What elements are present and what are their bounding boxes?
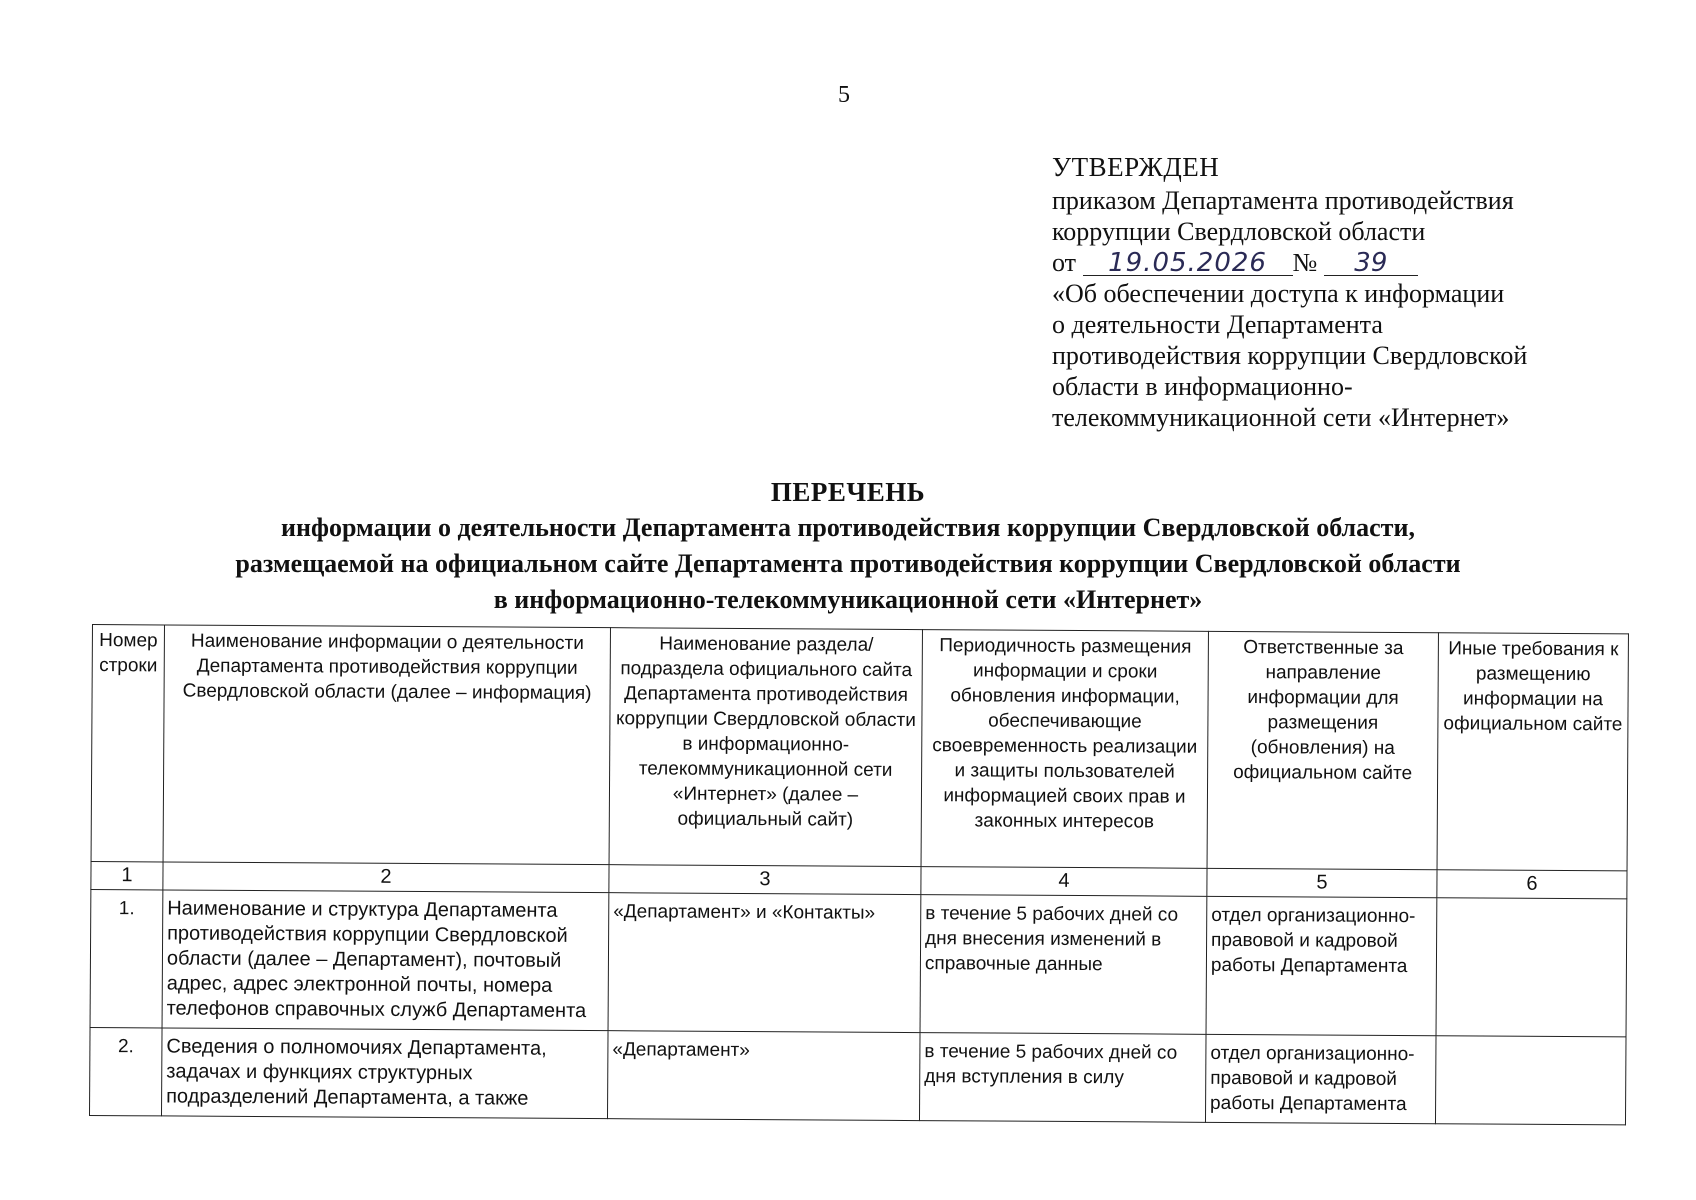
site-section-cell: «Департамент» и «Контакты» <box>608 893 921 1033</box>
column-number: 5 <box>1207 868 1437 897</box>
number-prefix: № <box>1292 248 1318 277</box>
info-name-cell: Наименование и структура Департамента противодействия коррупции Свердловской области (далее – Департамент), почтовый адрес, адрес электронной почты, номера телефонов справочных служб Департамента <box>162 890 609 1031</box>
header-row-number: Номер строки <box>91 625 164 862</box>
header-site-section: Наименование раздела/ подраздела официального сайта Департамента противодействия коррупции Свердловской области в информационно-телекоммуникационной сети «Интернет» (далее – официальный сайт) <box>609 628 922 867</box>
main-title: ПЕРЕЧЕНЬ <box>770 477 926 507</box>
column-number: 4 <box>921 867 1207 897</box>
info-table <box>89 624 1629 1125</box>
subject-line: области в информационно- <box>1052 372 1353 401</box>
info-name-cell: Сведения о полномочиях Департамента, задачах и функциях структурных подразделений Департамента, а также <box>161 1028 608 1119</box>
handwritten-number: 39 <box>1324 251 1418 276</box>
column-number: 2 <box>163 862 609 893</box>
handwritten-date: 19.05.2026 <box>1083 251 1293 276</box>
row-number: 1. <box>90 889 163 1027</box>
table-header-row <box>91 625 1628 871</box>
title-line: информации о деятельности Департамента противодействия коррупции Свердловской области, <box>281 513 1415 542</box>
row-number: 2. <box>89 1027 162 1115</box>
header-info-name: Наименование информации о деятельности Департамента противодействия коррупции Свердловской области (далее – информация) <box>163 625 610 865</box>
date-prefix: от <box>1052 248 1077 277</box>
responsible-cell: отдел организационно-правовой и кадровой работы Департамента <box>1206 896 1437 1035</box>
page-number: 5 <box>838 82 850 108</box>
column-number: 6 <box>1437 870 1627 899</box>
subject-line: телекоммуникационной сети «Интернет» <box>1052 403 1510 432</box>
subject-line: противодействия коррупции Свердловской <box>1052 341 1528 370</box>
title-line: в информационно-телекоммуникационной сети «Интернет» <box>493 585 1203 614</box>
approval-line-1: приказом Департамента противодействия <box>1052 186 1514 215</box>
site-section-cell: «Департамент» <box>607 1031 920 1121</box>
column-number: 1 <box>91 861 163 889</box>
document-title <box>0 474 1696 618</box>
other-requirements-cell <box>1435 1036 1626 1125</box>
header-periodicity: Периодичность размещения информации и сроки обновления информации, обеспечивающие своевременность реализации и защиты пользователей информацией своих прав и законных интересов <box>921 630 1208 869</box>
responsible-cell: отдел организационно-правовой и кадровой работы Департамента <box>1205 1034 1436 1123</box>
header-responsible: Ответственные за направление информации для размещения (обновления) на официальном сайте <box>1207 631 1438 869</box>
approved-title: УТВЕРЖДЕН <box>1052 152 1220 182</box>
approval-line-2: коррупции Свердловской области <box>1052 217 1426 246</box>
info-table-wrapper <box>89 624 1628 1125</box>
column-number: 3 <box>609 865 921 895</box>
title-line: размещаемой на официальном сайте Департамента противодействия коррупции Свердловской области <box>235 549 1461 578</box>
table-row <box>90 889 1627 1036</box>
periodicity-cell: в течение 5 рабочих дней со дня внесения изменений в справочные данные <box>920 895 1207 1035</box>
periodicity-cell: в течение 5 рабочих дней со дня вступления в силу <box>919 1033 1206 1123</box>
approval-date-line <box>1052 247 1652 278</box>
subject-line: о деятельности Департамента <box>1052 310 1383 339</box>
header-other-requirements: Иные требования к размещению информации на официальном сайте <box>1437 633 1628 871</box>
other-requirements-cell <box>1436 898 1627 1037</box>
subject-line: «Об обеспечении доступа к информации <box>1052 279 1505 308</box>
approval-stamp <box>1052 152 1652 433</box>
table-row <box>89 1027 1626 1124</box>
